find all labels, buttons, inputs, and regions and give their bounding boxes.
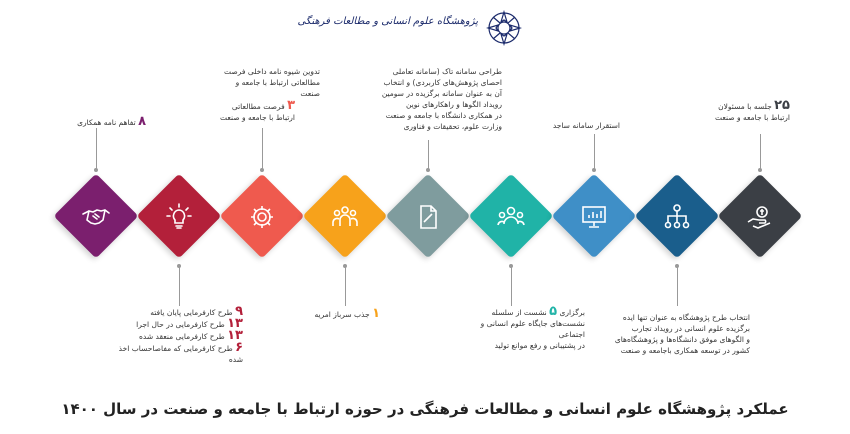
annotation-line: مطالعاتی ارتباط با جامعه و صنعت bbox=[235, 78, 320, 98]
annotation-sessions bbox=[455, 306, 585, 351]
annotation-number: ۹ bbox=[235, 304, 243, 319]
annotation-label: طرح کارفرمایی پایان یافته bbox=[150, 308, 233, 317]
logo-text: پژوهشگاه علوم انسانی و مطالعات فرهنگی bbox=[297, 16, 478, 27]
connector-dot bbox=[177, 264, 181, 268]
annotation-line: در همکاری دانشگاه با جامعه و صنعت bbox=[385, 111, 502, 120]
chart-icon bbox=[579, 202, 609, 232]
annotation-line: طراحی سامانه تاک (سامانه تعاملی bbox=[392, 67, 502, 76]
connector-dot bbox=[758, 168, 762, 172]
annotation-line: وزارت علوم، تحقیقات و فناوری bbox=[403, 122, 502, 131]
annotation-guideline-sabbatical bbox=[215, 66, 320, 99]
connector-line bbox=[179, 266, 180, 306]
annotation-line: و الگوهای موفق دانشگاه‌ها و پژوهشگاه‌های bbox=[614, 335, 750, 344]
connector-dot bbox=[675, 264, 679, 268]
connector-line bbox=[511, 266, 512, 306]
connector-line bbox=[345, 266, 346, 306]
connector-line bbox=[760, 134, 761, 170]
connector-dot bbox=[592, 168, 596, 172]
logo bbox=[297, 8, 538, 48]
annotation-line: نشست‌های جایگاه علوم انسانی و اجتماعی bbox=[480, 319, 585, 339]
annotation-label: طرح کارفرمایی در حال اجرا bbox=[136, 320, 225, 329]
annotation-sabbatical bbox=[215, 100, 295, 123]
annotation-number: ۶ bbox=[235, 340, 243, 355]
group-icon bbox=[496, 202, 526, 232]
annotation-label: نشست از سلسله bbox=[491, 308, 547, 317]
connector-line bbox=[594, 134, 595, 170]
gear-icon bbox=[247, 202, 277, 232]
annotation-line: انتخاب طرح پژوهشگاه به عنوان تنها ایده bbox=[622, 313, 750, 322]
annotation-label: جذب سرباز امریه bbox=[314, 310, 370, 319]
annotation-number: ۵ bbox=[549, 304, 558, 319]
lightbulb-icon bbox=[164, 202, 194, 232]
annotation-number: ۱ bbox=[372, 306, 380, 321]
annotation-label: برگزاری bbox=[559, 308, 585, 317]
document-icon bbox=[413, 202, 443, 232]
people-icon bbox=[330, 202, 360, 232]
annotation-number: ۸ bbox=[138, 114, 146, 129]
annotation-number: ۱۳ bbox=[227, 328, 243, 343]
annotation-cooperation-agreements bbox=[60, 116, 146, 128]
annotation-selected-idea bbox=[600, 312, 750, 356]
annotation-line: ارتباط با جامعه و صنعت bbox=[715, 113, 790, 122]
annotation-line: در پشتیبانی و رفع موانع تولید bbox=[494, 341, 585, 350]
annotation-label: فرصت مطالعاتی bbox=[231, 102, 285, 111]
annotation-label: طرح کارفرمایی منعقد شده bbox=[139, 332, 225, 341]
annotation-line: کشور در توسعه همکاری باجامعه و صنعت bbox=[620, 346, 750, 355]
annotation-number: ۱۳ bbox=[227, 316, 243, 331]
hand-coin-icon bbox=[745, 202, 775, 232]
annotation-sajed-system bbox=[540, 120, 620, 131]
connector-dot bbox=[94, 168, 98, 172]
connector-dot bbox=[343, 264, 347, 268]
connector-dot bbox=[260, 168, 264, 172]
annotation-label: استقرار سامانه ساجد bbox=[552, 121, 620, 130]
connector-dot bbox=[426, 168, 430, 172]
annotation-line: ارتباط با جامعه و صنعت bbox=[220, 113, 295, 122]
annotation-label: طرح کارفرمایی که مفاصاحساب اخذ شده bbox=[118, 344, 243, 364]
connector-line bbox=[96, 128, 97, 170]
annotation-line: رویداد الگوها و راهکارهای نوین bbox=[405, 100, 502, 109]
annotation-line: تدوین شیوه نامه داخلی فرصت bbox=[224, 67, 320, 76]
annotation-number: ۲۵ bbox=[774, 98, 790, 113]
logo-emblem-icon bbox=[486, 10, 522, 46]
network-icon bbox=[662, 202, 692, 232]
handshake-icon bbox=[81, 202, 111, 232]
annotation-number: ۳ bbox=[287, 98, 295, 113]
annotation-label: جلسه با مسئولان bbox=[718, 102, 772, 111]
connector-line bbox=[677, 266, 678, 306]
annotation-line: آن به عنوان سامانه برگزیده در سومین bbox=[381, 89, 502, 98]
annotation-meetings bbox=[700, 100, 790, 123]
annotation-soldier-recruitment bbox=[300, 308, 380, 320]
annotation-tak-system bbox=[362, 66, 502, 132]
connector-line bbox=[262, 128, 263, 170]
connector-line bbox=[428, 140, 429, 170]
annotation-line: برگزیده علوم انسانی در رویداد تجارب bbox=[631, 324, 750, 333]
page-title: عملکرد پژوهشگاه علوم انسانی و مطالعات فرهنگی در حوزه ارتباط با جامعه و صنعت در سال ۱۴۰۰ bbox=[61, 400, 789, 418]
annotation-line: احصای پژوهش‌های کاربردی) و انتخاب bbox=[383, 78, 502, 87]
connector-dot bbox=[509, 264, 513, 268]
annotation-employer-projects bbox=[108, 306, 243, 365]
annotation-label: تفاهم نامه همکاری bbox=[77, 118, 136, 127]
